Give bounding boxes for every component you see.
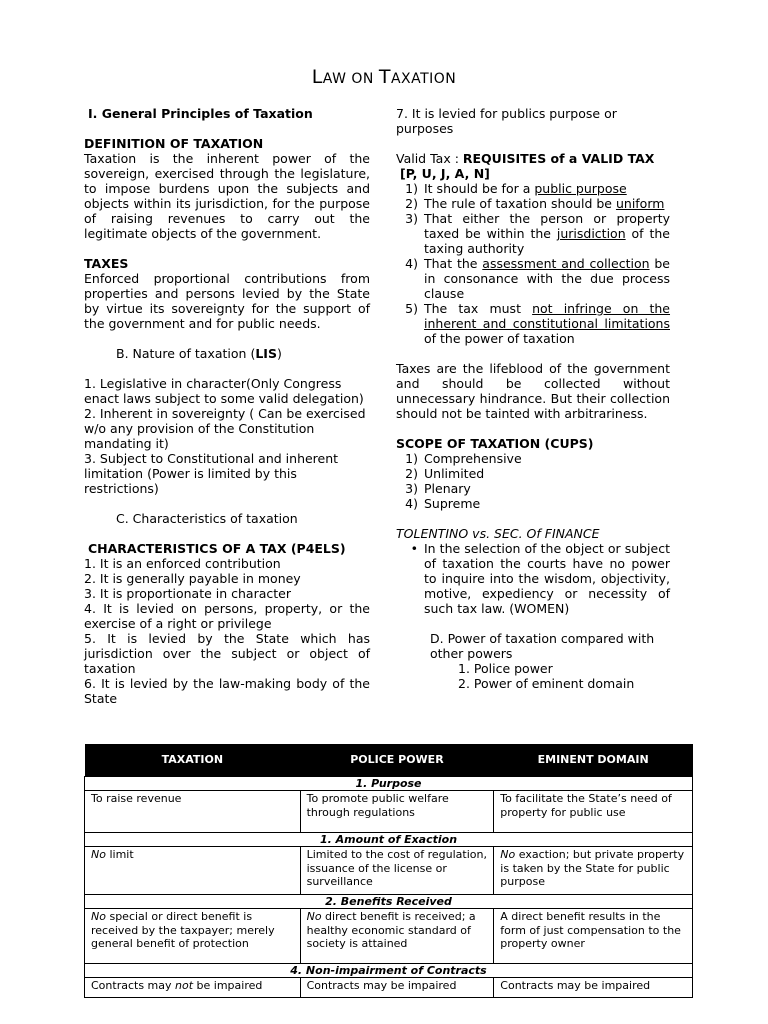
nature-prefix: B. Nature of taxation ( [116, 346, 256, 361]
cell-text: special or direct benefit is received by the taxpayer; merely general benefit of protection [91, 910, 275, 950]
cell-text: exaction; but private property is taken by the State for public purpose [500, 848, 685, 888]
scope-list [396, 451, 670, 511]
table-cell [300, 978, 494, 998]
comparison-heading: D. Power of taxation compared with other powers [430, 631, 655, 661]
valid-tax-prefix: Valid Tax : [396, 151, 463, 166]
case-bullet [396, 541, 670, 616]
cell-text: Limited to the cost of regulation, issuance of the license or surveillance [306, 848, 487, 888]
nature-suffix: ) [276, 346, 282, 361]
req-text-after: of the power of taxation [424, 331, 575, 346]
table-row [85, 978, 693, 998]
list-item [396, 301, 670, 346]
definition-text: Taxation is the inherent power of the sovereign, exercised through the legislature, to impose burdens upon the subjects and objects within its jurisdiction, for the purpose of raising revenues to carry out the legitimate objects of the government. [84, 151, 370, 241]
list-item [396, 256, 670, 301]
table-cell [494, 791, 693, 833]
req-text: It should be for a [424, 181, 535, 196]
table-row [85, 909, 693, 964]
cell-text: be impaired [193, 979, 263, 992]
nature-item-3: 3. Subject to Constitutional and inherent limitation (Power is limited by this restrictions) [84, 451, 339, 496]
cell-text: To raise revenue [91, 792, 182, 805]
char-item-7: 7. It is levied for publics purpose or purposes [396, 106, 617, 136]
list-number: 5) [405, 301, 418, 316]
list-item [396, 181, 670, 196]
cell-text-italic: No [91, 848, 106, 861]
section-title: 1. Amount of Exaction [85, 833, 693, 847]
section-title: 2. Benefits Received [85, 895, 693, 909]
nature-item-2: 2. Inherent in sovereignty ( Can be exercised w/o any provision of the Constitution mandating it) [84, 406, 366, 451]
req-text: The rule of taxation should be [424, 196, 616, 211]
req-text: The tax must [424, 301, 533, 316]
section-title: 4. Non-impairment of Contracts [85, 964, 693, 978]
table-cell [85, 978, 301, 998]
table-section-row [85, 895, 693, 909]
char-item-3: 3. It is proportionate in character [84, 586, 291, 601]
table-section-row [85, 777, 693, 791]
table-cell [85, 847, 301, 895]
req-underlined: jurisdiction [556, 226, 626, 241]
cell-text: Contracts may be impaired [306, 979, 457, 992]
list-text: Plenary [424, 481, 471, 496]
section-title: 1. Purpose [85, 777, 693, 791]
cell-text-italic: No [500, 848, 516, 861]
char-item-1: 1. It is an enforced contribution [84, 556, 281, 571]
cell-text: Contracts may be impaired [500, 979, 651, 992]
valid-tax-acronym: [P, U, J, A, N] [400, 166, 490, 181]
list-item [396, 466, 670, 481]
list-text: Comprehensive [424, 451, 522, 466]
comparison-item-2: 2. Power of eminent domain [458, 676, 635, 691]
req-underlined: public purpose [534, 181, 627, 196]
cell-text: A direct benefit results in the form of just compensation to the property owner [500, 910, 681, 950]
lifeblood-text: Taxes are the lifeblood of the government and should be collected without unnecessary hindrance. But their collection should not be tainted with arbitrariness. [396, 361, 670, 421]
table-cell [494, 909, 693, 964]
table-cell [300, 847, 494, 895]
list-item [396, 496, 670, 511]
list-item [396, 211, 670, 256]
section-heading: I. General Principles of Taxation [88, 106, 313, 121]
scope-heading: SCOPE OF TAXATION (CUPS) [396, 436, 594, 451]
cell-text-italic: No [91, 910, 106, 923]
table-section-row [85, 833, 693, 847]
req-text-after: be in consonance with the due process clause [424, 256, 670, 301]
table-cell [300, 791, 494, 833]
right-column [396, 106, 670, 691]
list-number: 1) [405, 451, 418, 466]
list-number: 4) [405, 256, 418, 271]
req-text: That either the person or property taxed be within the [424, 211, 670, 241]
char-item-2: 2. It is generally payable in money [84, 571, 301, 586]
bullet-icon: • [410, 541, 418, 556]
list-number: 2) [405, 466, 418, 481]
list-text: Supreme [424, 496, 481, 511]
list-number: 4) [405, 496, 418, 511]
page-title [0, 66, 768, 88]
req-text: That the [424, 256, 483, 271]
table-header-row [85, 744, 693, 777]
list-item [396, 451, 670, 466]
table-section-row [85, 964, 693, 978]
nature-item-1: 1. Legislative in character(Only Congress enact laws subject to some valid delegation) [84, 376, 364, 406]
char-item-4: 4. It is levied on persons, property, or the exercise of a right or privilege [84, 601, 370, 631]
table-row [85, 791, 693, 833]
list-number: 2) [405, 196, 418, 211]
left-column [84, 106, 370, 706]
column-header-police-power: POLICE POWER [300, 744, 494, 777]
char-item-6: 6. It is levied by the law-making body of the State [84, 676, 370, 706]
column-header-eminent-domain: EMINENT DOMAIN [494, 744, 693, 777]
list-item [396, 196, 670, 211]
title-letter-l: L [311, 66, 323, 88]
cell-text-italic: not [175, 979, 194, 992]
cell-text-italic: No [306, 910, 322, 923]
list-text: Unlimited [424, 466, 485, 481]
nature-heading [84, 346, 370, 361]
table-cell [300, 909, 494, 964]
valid-tax-heading [396, 151, 670, 166]
list-item [396, 481, 670, 496]
table-cell [85, 909, 301, 964]
nature-acronym: LIS [255, 346, 277, 361]
valid-tax-title: REQUISITES of a VALID TAX [462, 151, 655, 166]
case-text: In the selection of the object or subject of taxation the courts have no power to inquire into the wisdom, objectivity, motive, expediency or necessity of such tax law. (WOMEN) [424, 541, 670, 616]
cell-text: To facilitate the State’s need of property for public use [500, 792, 672, 819]
req-underlined: assessment and collection [482, 256, 650, 271]
requisites-list [396, 181, 670, 346]
list-number: 3) [405, 211, 418, 226]
table-cell [85, 791, 301, 833]
title-part-axation: AXATION [390, 71, 457, 87]
char-item-5: 5. It is levied by the State which has jurisdiction over the subject or object of taxation [84, 631, 370, 676]
list-number: 1) [405, 181, 418, 196]
definition-heading: DEFINITION OF TAXATION [84, 136, 264, 151]
req-underlined: not infringe on the inherent and constitutional limitations [424, 301, 671, 331]
comparison-table [84, 744, 693, 998]
cell-text: limit [105, 848, 134, 861]
req-underlined: uniform [615, 196, 665, 211]
title-part-aw: AW ON [322, 71, 379, 87]
taxes-heading: TAXES [84, 256, 129, 271]
taxes-text: Enforced proportional contributions from properties and persons levied by the State by virtue its sovereignty for the support of the government and for public needs. [84, 271, 370, 331]
cell-text: To promote public welfare through regulations [306, 792, 449, 819]
cell-text-pre: Contracts may [91, 979, 176, 992]
list-number: 3) [405, 481, 418, 496]
case-title: TOLENTINO vs. SEC. Of FINANCE [396, 526, 600, 541]
table-cell [494, 847, 693, 895]
title-letter-t: T [378, 66, 391, 88]
table-row [85, 847, 693, 895]
column-header-taxation: TAXATION [85, 744, 301, 777]
characteristics-heading: CHARACTERISTICS OF A TAX (P4ELS) [88, 541, 346, 556]
cell-text: direct benefit is received; a healthy economic standard of society is attained [306, 910, 476, 950]
req-text-after: of the taxing authority [424, 226, 670, 256]
comparison-item-1: 1. Police power [458, 661, 553, 676]
table-cell [494, 978, 693, 998]
characteristics-subheading: C. Characteristics of taxation [116, 511, 298, 526]
